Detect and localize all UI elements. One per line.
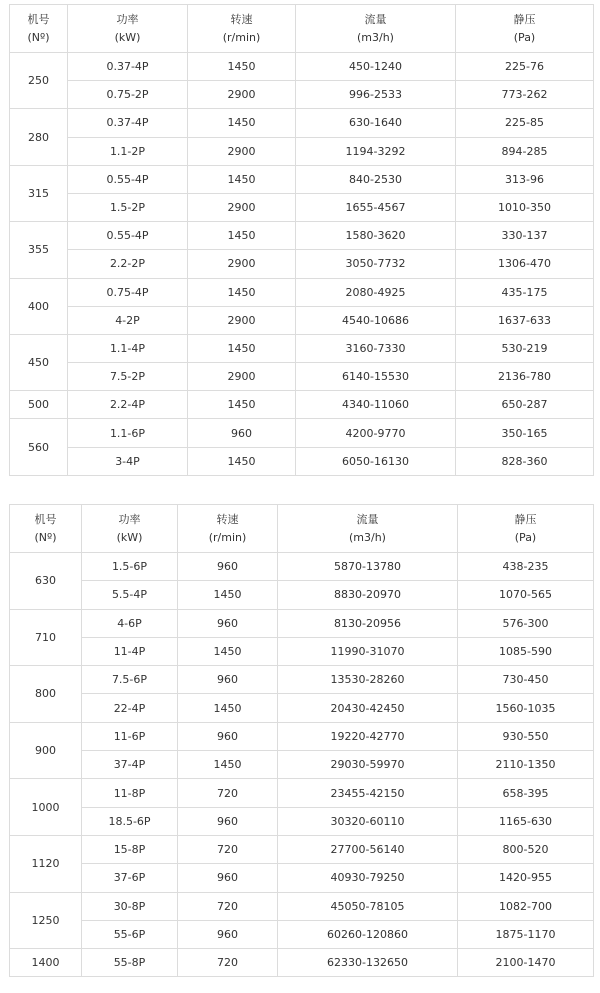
airflow-cell: 1580-3620 — [296, 222, 456, 250]
static-pressure-cell: 2100-1470 — [458, 949, 594, 977]
header-power — [68, 5, 188, 53]
speed-cell: 960 — [178, 864, 278, 892]
airflow-cell: 630-1640 — [296, 109, 456, 137]
static-pressure-cell: 730-450 — [458, 666, 594, 694]
model-number-cell: 355 — [10, 222, 68, 278]
power-cell: 5.5-4P — [82, 581, 178, 609]
speed-cell: 2900 — [188, 81, 296, 109]
table-row — [10, 807, 594, 835]
power-cell: 55-6P — [82, 920, 178, 948]
model-number-cell: 1000 — [10, 779, 82, 836]
static-pressure-cell: 350-165 — [456, 419, 594, 447]
header-airflow — [278, 505, 458, 553]
header-unit: (m3/h) — [349, 530, 386, 544]
fan-spec-table-2 — [9, 504, 594, 977]
speed-cell: 1450 — [178, 581, 278, 609]
header-label: 流量 — [356, 512, 379, 526]
table-row — [10, 751, 594, 779]
static-pressure-cell: 1420-955 — [458, 864, 594, 892]
table-row — [10, 553, 594, 581]
airflow-cell: 4340-11060 — [296, 391, 456, 419]
static-pressure-cell: 828-360 — [456, 447, 594, 475]
static-pressure-cell: 773-262 — [456, 81, 594, 109]
speed-cell: 1450 — [188, 278, 296, 306]
power-cell: 37-4P — [82, 751, 178, 779]
static-pressure-cell: 658-395 — [458, 779, 594, 807]
static-pressure-cell: 1082-700 — [458, 892, 594, 920]
power-cell: 2.2-2P — [68, 250, 188, 278]
static-pressure-cell: 1637-633 — [456, 306, 594, 334]
power-cell: 4-2P — [68, 306, 188, 334]
speed-cell: 1450 — [188, 447, 296, 475]
header-unit: (Nº) — [27, 30, 50, 44]
airflow-cell: 40930-79250 — [278, 864, 458, 892]
airflow-cell: 840-2530 — [296, 165, 456, 193]
power-cell: 0.75-4P — [68, 278, 188, 306]
header-unit: (Pa) — [514, 530, 537, 544]
power-cell: 1.1-6P — [68, 419, 188, 447]
table-row — [10, 109, 594, 137]
speed-cell: 720 — [178, 835, 278, 863]
speed-cell: 960 — [188, 419, 296, 447]
table-row — [10, 694, 594, 722]
static-pressure-cell: 1165-630 — [458, 807, 594, 835]
power-cell: 1.5-6P — [82, 553, 178, 581]
static-pressure-cell: 313-96 — [456, 165, 594, 193]
static-pressure-cell: 330-137 — [456, 222, 594, 250]
header-unit: (kW) — [114, 30, 141, 44]
table-header — [10, 505, 594, 553]
model-number-cell: 800 — [10, 666, 82, 723]
speed-cell: 960 — [178, 920, 278, 948]
speed-cell: 1450 — [188, 222, 296, 250]
table-row — [10, 637, 594, 665]
speed-cell: 960 — [178, 807, 278, 835]
airflow-cell: 27700-56140 — [278, 835, 458, 863]
model-number-cell: 1400 — [10, 949, 82, 977]
power-cell: 30-8P — [82, 892, 178, 920]
airflow-cell: 45050-78105 — [278, 892, 458, 920]
table-row — [10, 193, 594, 221]
airflow-cell: 4200-9770 — [296, 419, 456, 447]
power-cell: 1.5-2P — [68, 193, 188, 221]
header-static-pressure — [456, 5, 594, 53]
header-power — [82, 505, 178, 553]
airflow-cell: 2080-4925 — [296, 278, 456, 306]
power-cell: 0.37-4P — [68, 109, 188, 137]
speed-cell: 1450 — [188, 165, 296, 193]
table-row — [10, 334, 594, 362]
static-pressure-cell: 650-287 — [456, 391, 594, 419]
table-row — [10, 447, 594, 475]
static-pressure-cell: 576-300 — [458, 609, 594, 637]
airflow-cell: 6050-16130 — [296, 447, 456, 475]
speed-cell: 2900 — [188, 363, 296, 391]
table-row — [10, 250, 594, 278]
static-pressure-cell: 1010-350 — [456, 193, 594, 221]
static-pressure-cell: 2110-1350 — [458, 751, 594, 779]
header-label: 机号 — [34, 512, 57, 526]
static-pressure-cell: 1306-470 — [456, 250, 594, 278]
table-row — [10, 137, 594, 165]
table-row — [10, 306, 594, 334]
table-row — [10, 779, 594, 807]
header-label: 静压 — [514, 512, 537, 526]
static-pressure-cell: 1560-1035 — [458, 694, 594, 722]
airflow-cell: 1655-4567 — [296, 193, 456, 221]
table-row — [10, 666, 594, 694]
model-number-cell: 280 — [10, 109, 68, 165]
airflow-cell: 60260-120860 — [278, 920, 458, 948]
airflow-cell: 5870-13780 — [278, 553, 458, 581]
header-label: 机号 — [27, 12, 50, 26]
header-model-number — [10, 5, 68, 53]
header-airflow — [296, 5, 456, 53]
table-row — [10, 222, 594, 250]
static-pressure-cell: 2136-780 — [456, 363, 594, 391]
static-pressure-cell: 225-76 — [456, 53, 594, 81]
power-cell: 18.5-6P — [82, 807, 178, 835]
speed-cell: 2900 — [188, 250, 296, 278]
model-number-cell: 400 — [10, 278, 68, 334]
airflow-cell: 29030-59970 — [278, 751, 458, 779]
speed-cell: 720 — [178, 779, 278, 807]
header-label: 功率 — [118, 512, 141, 526]
airflow-cell: 8130-20956 — [278, 609, 458, 637]
static-pressure-cell: 1070-565 — [458, 581, 594, 609]
speed-cell: 720 — [178, 949, 278, 977]
airflow-cell: 3160-7330 — [296, 334, 456, 362]
power-cell: 0.55-4P — [68, 222, 188, 250]
airflow-cell: 8830-20970 — [278, 581, 458, 609]
power-cell: 7.5-2P — [68, 363, 188, 391]
table-row — [10, 949, 594, 977]
static-pressure-cell: 435-175 — [456, 278, 594, 306]
static-pressure-cell: 894-285 — [456, 137, 594, 165]
airflow-cell: 11990-31070 — [278, 637, 458, 665]
airflow-cell: 20430-42450 — [278, 694, 458, 722]
table-row — [10, 278, 594, 306]
speed-cell: 960 — [178, 666, 278, 694]
header-model-number — [10, 505, 82, 553]
model-number-cell: 710 — [10, 609, 82, 666]
model-number-cell: 560 — [10, 419, 68, 475]
model-number-cell: 630 — [10, 553, 82, 610]
table-row — [10, 609, 594, 637]
speed-cell: 1450 — [188, 391, 296, 419]
table-row — [10, 864, 594, 892]
static-pressure-cell: 1085-590 — [458, 637, 594, 665]
static-pressure-cell: 800-520 — [458, 835, 594, 863]
header-label: 静压 — [513, 12, 536, 26]
airflow-cell: 62330-132650 — [278, 949, 458, 977]
header-label: 转速 — [216, 512, 239, 526]
header-unit: (Nº) — [34, 530, 57, 544]
power-cell: 0.37-4P — [68, 53, 188, 81]
table-row — [10, 165, 594, 193]
static-pressure-cell: 930-550 — [458, 722, 594, 750]
airflow-cell: 13530-28260 — [278, 666, 458, 694]
header-unit: (r/min) — [208, 530, 247, 544]
speed-cell: 1450 — [178, 751, 278, 779]
header-unit: (m3/h) — [357, 30, 394, 44]
table-row — [10, 53, 594, 81]
speed-cell: 1450 — [188, 53, 296, 81]
model-number-cell: 315 — [10, 165, 68, 221]
header-unit: (Pa) — [513, 30, 536, 44]
power-cell: 4-6P — [82, 609, 178, 637]
airflow-cell: 996-2533 — [296, 81, 456, 109]
power-cell: 1.1-2P — [68, 137, 188, 165]
model-number-cell: 450 — [10, 334, 68, 390]
table-row — [10, 419, 594, 447]
airflow-cell: 19220-42770 — [278, 722, 458, 750]
table-row — [10, 835, 594, 863]
speed-cell: 720 — [178, 892, 278, 920]
header-speed — [188, 5, 296, 53]
power-cell: 3-4P — [68, 447, 188, 475]
power-cell: 1.1-4P — [68, 334, 188, 362]
header-label: 流量 — [364, 12, 387, 26]
table-header — [10, 5, 594, 53]
speed-cell: 1450 — [188, 109, 296, 137]
power-cell: 11-4P — [82, 637, 178, 665]
airflow-cell: 23455-42150 — [278, 779, 458, 807]
power-cell: 11-8P — [82, 779, 178, 807]
speed-cell: 1450 — [178, 637, 278, 665]
speed-cell: 960 — [178, 609, 278, 637]
speed-cell: 1450 — [188, 334, 296, 362]
speed-cell: 2900 — [188, 193, 296, 221]
power-cell: 22-4P — [82, 694, 178, 722]
speed-cell: 2900 — [188, 306, 296, 334]
header-static-pressure — [458, 505, 594, 553]
header-label: 转速 — [230, 12, 253, 26]
header-unit: (r/min) — [222, 30, 261, 44]
table-row — [10, 920, 594, 948]
table-row — [10, 81, 594, 109]
header-label: 功率 — [116, 12, 139, 26]
speed-cell: 1450 — [178, 694, 278, 722]
power-cell: 37-6P — [82, 864, 178, 892]
power-cell: 0.55-4P — [68, 165, 188, 193]
airflow-cell: 6140-15530 — [296, 363, 456, 391]
table-row — [10, 722, 594, 750]
speed-cell: 960 — [178, 722, 278, 750]
power-cell: 0.75-2P — [68, 81, 188, 109]
header-unit: (kW) — [116, 530, 143, 544]
model-number-cell: 900 — [10, 722, 82, 779]
static-pressure-cell: 225-85 — [456, 109, 594, 137]
static-pressure-cell: 530-219 — [456, 334, 594, 362]
speed-cell: 2900 — [188, 137, 296, 165]
table-row — [10, 892, 594, 920]
table-row — [10, 391, 594, 419]
model-number-cell: 500 — [10, 391, 68, 419]
power-cell: 11-6P — [82, 722, 178, 750]
model-number-cell: 250 — [10, 53, 68, 109]
airflow-cell: 4540-10686 — [296, 306, 456, 334]
table-row — [10, 363, 594, 391]
airflow-cell: 450-1240 — [296, 53, 456, 81]
speed-cell: 960 — [178, 553, 278, 581]
model-number-cell: 1250 — [10, 892, 82, 949]
static-pressure-cell: 438-235 — [458, 553, 594, 581]
airflow-cell: 1194-3292 — [296, 137, 456, 165]
static-pressure-cell: 1875-1170 — [458, 920, 594, 948]
fan-spec-table-1 — [9, 4, 594, 476]
power-cell: 55-8P — [82, 949, 178, 977]
airflow-cell: 3050-7732 — [296, 250, 456, 278]
power-cell: 7.5-6P — [82, 666, 178, 694]
model-number-cell: 1120 — [10, 835, 82, 892]
airflow-cell: 30320-60110 — [278, 807, 458, 835]
power-cell: 15-8P — [82, 835, 178, 863]
power-cell: 2.2-4P — [68, 391, 188, 419]
header-speed — [178, 505, 278, 553]
table-row — [10, 581, 594, 609]
